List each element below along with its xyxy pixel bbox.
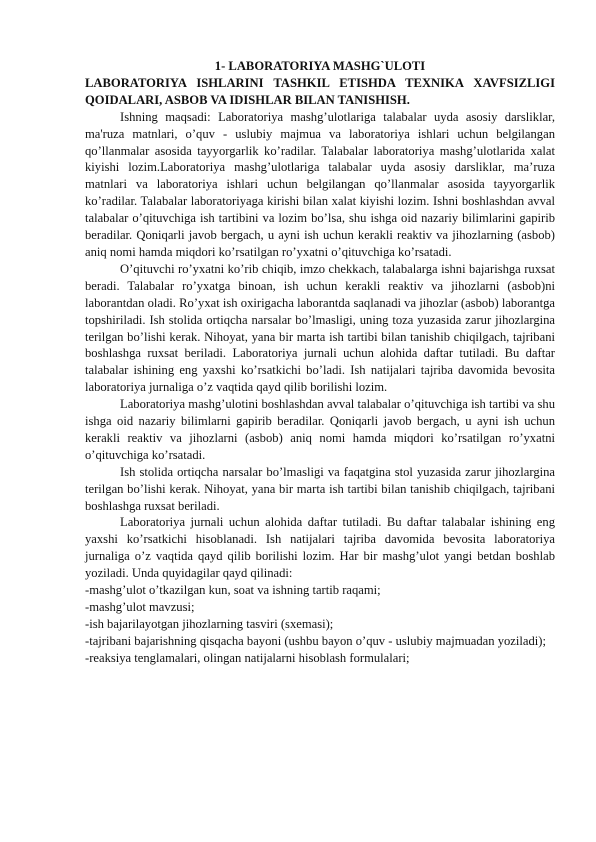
list-item: -reaksiya tenglamalari, olingan natijalarni hisoblash formulalari; xyxy=(85,650,410,665)
list-item: -mashg’ulot o’tkazilgan kun, soat va ishning tartib raqami; xyxy=(85,583,381,598)
paragraph: Ish stolida ortiqcha narsalar bo’lmasligi va faqatgina stol yuzasida zarur jihozlargina terilgan bo’lishi kerak. Nihoyat, yana bir marta ish tartibi bilan tanishib chiqilgach, tajribani boshlashga ruxsat beriladi. xyxy=(85,464,555,513)
list-item: -tajribani bajarishning qisqacha bayoni (ushbu bayon o’quv - uslubiy majmuadan yoziladi); xyxy=(85,633,546,648)
paragraph: O’qituvchi ro’yxatni ko’rib chiqib, imzo chekkach, talabalarga ishni bajarishga ruxsat beradi. Talabalar ro’yxatga binoan, ish uchun kerakli reaktiv va jihozlarni (asbob)ni laborantdan oladi. Ro’yxat ish oxirigacha laborantda saqlanadi va jihozlar (asbob) laborantga topshiriladi. Ish stolida ortiqcha narsalar bo’lmasligi, uning toza yuzasida zarur jihozlargina terilgan bo’lishi kerak. Nihoyat, yana bir marta ish tartibi bilan tanishib chiqilgach, tajribani boshlashga ruxsat beriladi. Laboratoriya jurnali uchun alohida daftar tutiladi. Bu daftar talabalar ishining eng yaxshi ko’rsatkichi bo’ladi. Ish natijalari tajriba davomida bevosita laboratoriya jurnaliga o’z vaqtida qayd qilib borilishi lozim. xyxy=(85,261,555,395)
list-item: -mashg’ulot mavzusi; xyxy=(85,600,195,614)
paragraph: Laboratoriya jurnali uchun alohida daftar tutiladi. Bu daftar talabalar ishining eng yaxshi ko’rsatkichi hisoblanadi. Ish natijalari tajriba davomida bevosita laboratoriya jurnaliga o’z vaqtida qayd qilib borilishi lozim. Har bir mashg’ulot yangi betdan boshlab yoziladi. Unda quyidagilar qayd qilinadi: xyxy=(85,515,555,581)
page-subtitle: LABORATORIYA ISHLARINI TASHKIL ETISHDA TEXNIKA XAVFSIZLIGI QOIDALARI, ASBOB VA IDISHLAR BILAN TANISHISH. xyxy=(85,75,555,107)
document-page xyxy=(85,58,555,667)
list-item: -ish bajarilayotgan jihozlarning tasviri (sxemasi); xyxy=(85,616,334,631)
paragraph: Ishning maqsadi: Laboratoriya mashg’ulotlariga talabalar uyda asosiy darsliklar, ma'ruza matnlari, o’quv - uslubiy majmua va laboratoriya ishlari uchun belgilangan qo’llanmalar asosida tayyorgarlik ko’radilar. Talabalar laboratoriya mashg’ulotlarida xalat kiyishi lozim.Laboratoriya mashg’ulotlariga talabalar uyda asosiy darsliklar, ma’ruza matnlari va laboratoriya ishlari uchun belgilangan qo’llanmalar asosida tayyorgarlik ko’radilar. Talabalar laboratoriyaga kirishi bilan xalat kiyishi lozim. Ishni boshlashdan avval talabalar o’qituvchiga ish tartibini va lozim bo’lsa, shu ishga oid nazariy bilimlarini gapirib beradilar. Qoniqarli javob bergach, u ayni ish uchun kerakli reaktiv va jihozlarning (asbob) aniq nomi hamda miqdori ko’rsatilgan ro’yxatni o’qituvchiga ko’rsatadi. xyxy=(85,109,555,259)
page-title: 1- LABORATORIYA MASHG`ULOTI xyxy=(214,59,426,73)
paragraph: Laboratoriya mashg’ulotini boshlashdan avval talabalar o’qituvchiga ish tartibi va shu ishga oid nazariy bilimlarni gapirib beradilar. Qoniqarli javob bergach, u ayni ish uchun kerakli reaktiv va jihozlarni (asbob) aniq nomi hamda miqdori ko’rsatilgan ro’yxatni o’qituvchiga ko’rsatadi. xyxy=(85,397,555,462)
